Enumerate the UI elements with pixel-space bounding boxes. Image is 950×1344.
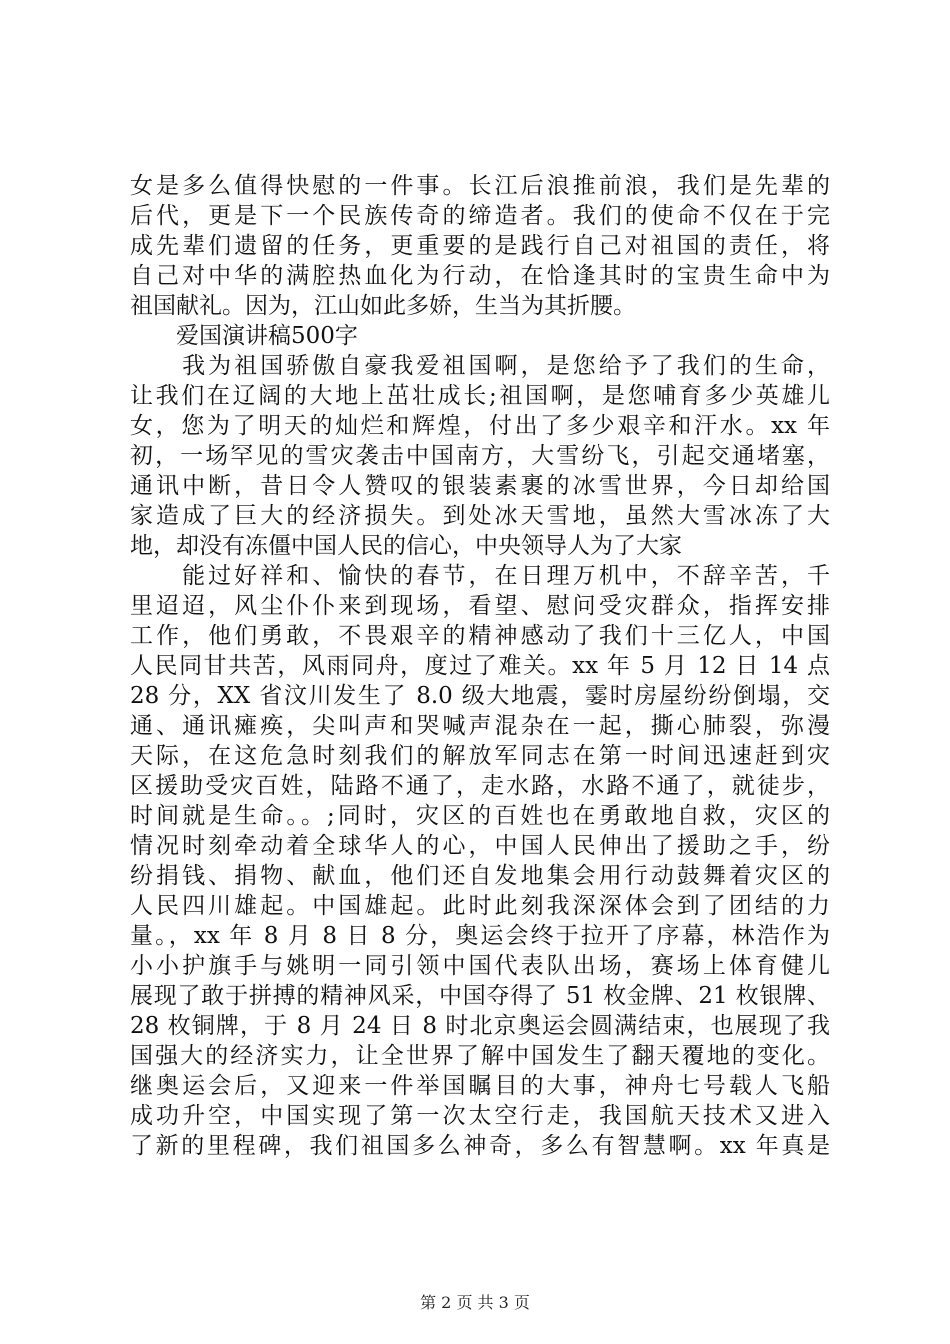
text-line: 通、通讯瘫痪，尖叫声和哭喊声混杂在一起，撕心肺裂，弥漫 xyxy=(130,713,830,739)
text-line: 量。，xx 年 8 月 8 日 8 分，奥运会终于拉开了序幕，林浩作为 xyxy=(130,923,830,949)
text-line: 女，您为了明天的灿烂和辉煌，付出了多少艰辛和汗水。xx 年 xyxy=(130,413,830,439)
text-line: 工作，他们勇敢，不畏艰辛的精神感动了我们十三亿人，中国 xyxy=(130,623,830,649)
section-heading: 爱国演讲稿500字 xyxy=(130,323,358,349)
text-line: 小小护旗手与姚明一同引领中国代表队出场，赛场上体育健儿 xyxy=(130,953,830,979)
text-line: 展现了敢于拼搏的精神风采，中国夺得了 51 枚金牌、21 枚银牌、 xyxy=(130,983,830,1009)
text-line: 通讯中断，昔日令人赞叹的银装素裹的冰雪世界，今日却给国 xyxy=(130,473,830,499)
text-line: 让我们在辽阔的大地上茁壮成长;祖国啊，是您哺育多少英雄儿 xyxy=(130,383,830,409)
text-line: 时间就是生命。。;同时，灾区的百姓也在勇敢地自救，灾区的 xyxy=(130,803,830,829)
text-line: 天际，在这危急时刻我们的解放军同志在第一时间迅速赶到灾 xyxy=(130,743,830,769)
text-line: 继奥运会后，又迎来一件举国瞩目的大事，神舟七号载人飞船 xyxy=(130,1073,830,1099)
text-line: 后代，更是下一个民族传奇的缔造者。我们的使命不仅在于完 xyxy=(130,203,830,229)
text-line: 家造成了巨大的经济损失。到处冰天雪地，虽然大雪冰冻了大 xyxy=(130,503,830,529)
text-line: 能过好祥和、愉快的春节，在日理万机中，不辞辛苦，千 xyxy=(130,563,830,589)
text-line: 28 枚铜牌，于 8 月 24 日 8 时北京奥运会圆满结束，也展现了我 xyxy=(130,1013,830,1039)
text-line: 28 分，XX 省汶川发生了 8.0 级大地震，霎时房屋纷纷倒塌，交 xyxy=(130,683,830,709)
text-line: 地，却没有冻僵中国人民的信心，中央领导人为了大家 xyxy=(130,533,682,559)
text-line: 纷捐钱、捐物、献血，他们还自发地集会用行动鼓舞着灾区的 xyxy=(130,863,830,889)
text-line: 人民四川雄起。中国雄起。此时此刻我深深体会到了团结的力 xyxy=(130,893,830,919)
text-line: 初，一场罕见的雪灾袭击中国南方，大雪纷飞，引起交通堵塞， xyxy=(130,443,830,469)
text-line: 国强大的经济实力，让全世界了解中国发生了翻天覆地的变化。 xyxy=(130,1043,830,1069)
text-line: 祖国献礼。因为，江山如此多娇，生当为其折腰。 xyxy=(130,293,636,319)
text-line: 情况时刻牵动着全球华人的心，中国人民伸出了援助之手，纷 xyxy=(130,833,830,859)
text-line: 自己对中华的满腔热血化为行动，在恰逢其时的宝贵生命中为 xyxy=(130,263,830,289)
text-line: 成功升空，中国实现了第一次太空行走，我国航天技术又进入 xyxy=(130,1103,830,1129)
page-number-footer: 第 2 页 共 3 页 xyxy=(420,1293,530,1312)
text-line: 里迢迢，风尘仆仆来到现场，看望、慰问受灾群众，指挥安排 xyxy=(130,593,830,619)
text-line: 人民同甘共苦，风雨同舟，度过了难关。xx 年 5 月 12 日 14 点 xyxy=(130,653,830,679)
document-body xyxy=(130,171,830,1161)
text-line: 女是多么值得快慰的一件事。长江后浪推前浪，我们是先辈的 xyxy=(130,173,830,199)
text-line: 我为祖国骄傲自豪我爱祖国啊，是您给予了我们的生命， xyxy=(130,353,830,379)
text-line: 了新的里程碑，我们祖国多么神奇，多么有智慧啊。xx 年真是 xyxy=(130,1133,830,1159)
text-line: 区援助受灾百姓，陆路不通了，走水路，水路不通了，就徒步， xyxy=(130,773,830,799)
text-line: 成先辈们遗留的任务，更重要的是践行自己对祖国的责任，将 xyxy=(130,233,830,259)
